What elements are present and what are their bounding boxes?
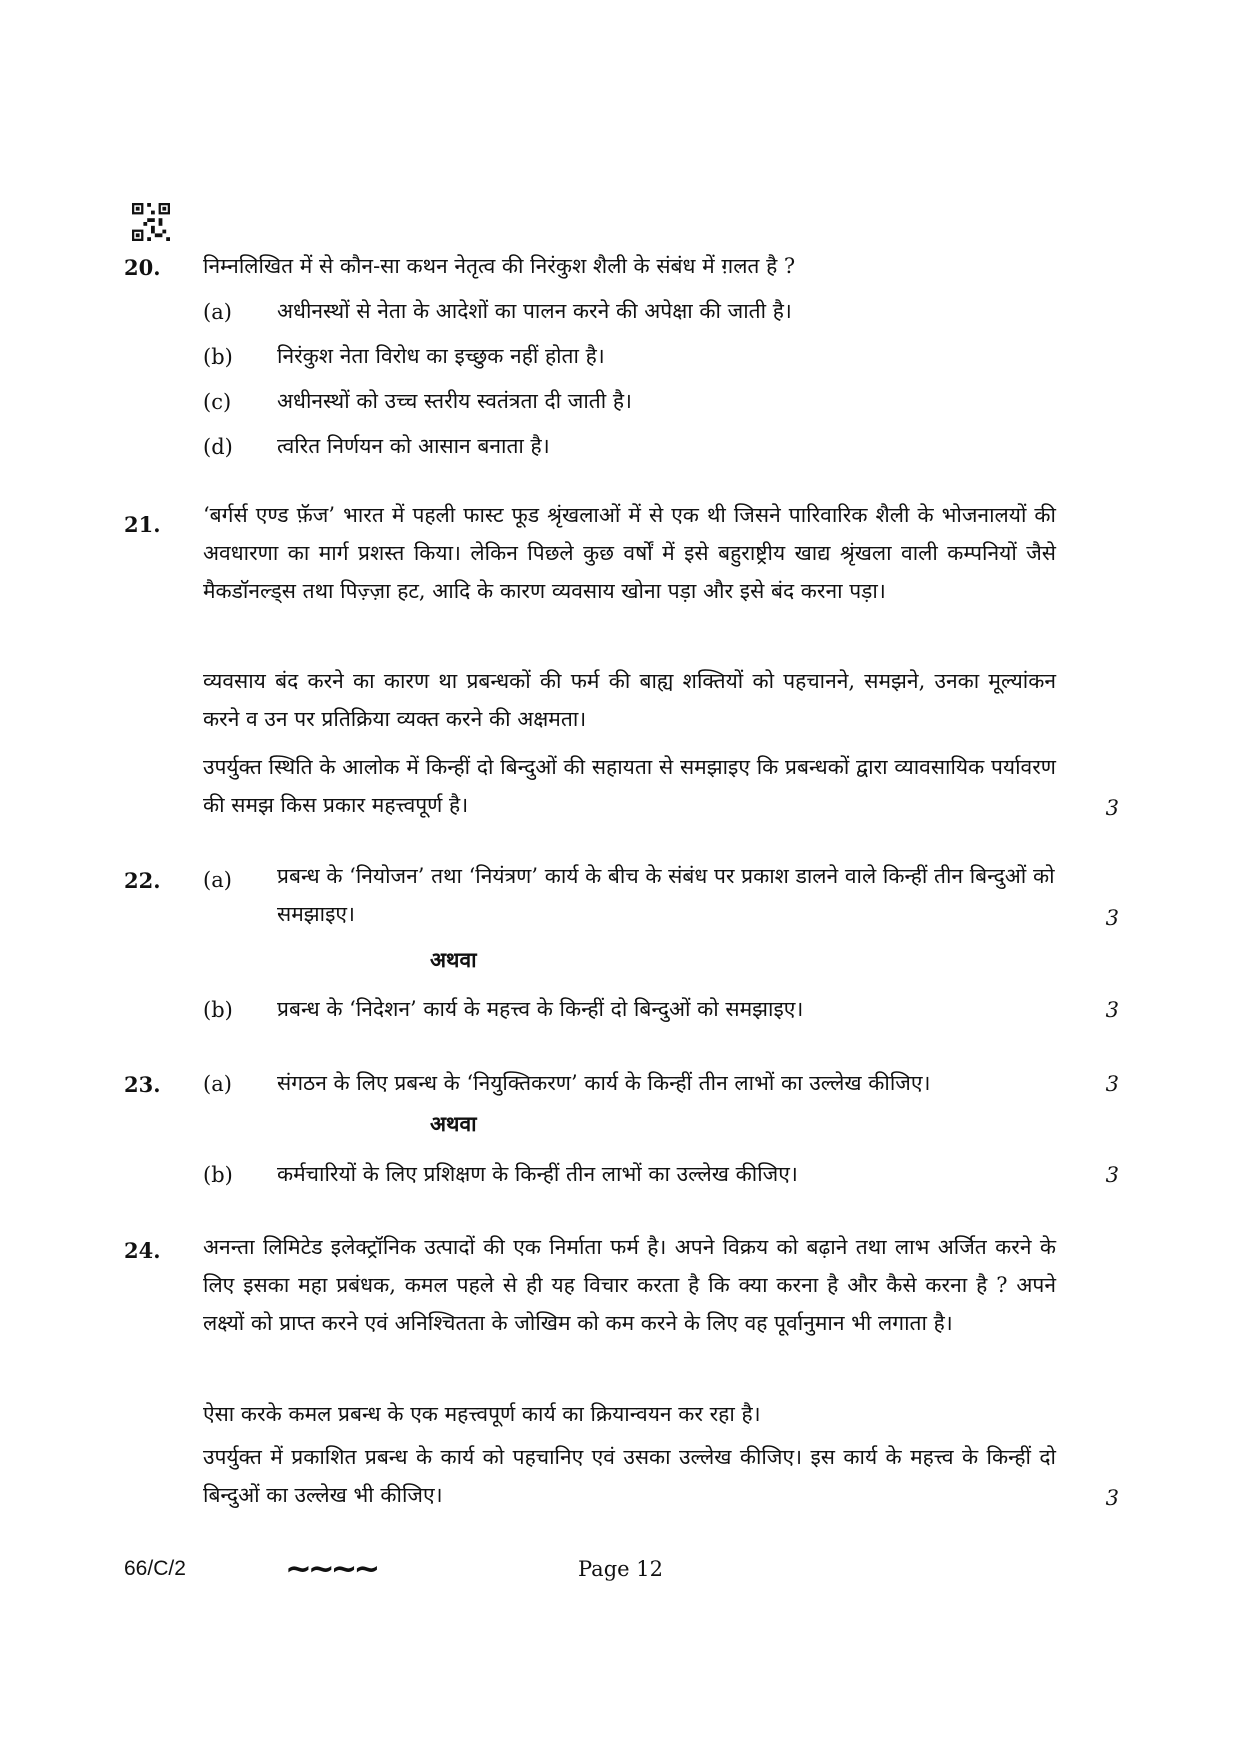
marks: 3 xyxy=(1105,906,1119,930)
option-label: (d) xyxy=(203,435,233,459)
question-number: 24. xyxy=(124,1238,161,1263)
option-label: (a) xyxy=(203,868,232,892)
question-number: 21. xyxy=(124,512,161,537)
option-label: (a) xyxy=(203,1072,232,1096)
option-text: अधीनस्थों को उच्च स्तरीय स्वतंत्रता दी जाती है। xyxy=(277,389,633,413)
question-number: 22. xyxy=(124,868,161,893)
question-paragraph: व्यवसाय बंद करने का कारण था प्रबन्धकों की फर्म की बाह्य शक्तियों को पहचानने, समझने, उनका मूल्यांकन करने व उन पर प्रतिक्रिया व्यक्त करने की अक्षमता। xyxy=(203,669,1056,731)
marks: 3 xyxy=(1105,1072,1119,1096)
marks: 3 xyxy=(1105,1163,1119,1187)
paper-code: 66/C/2 xyxy=(124,1557,186,1580)
or-separator: अथवा xyxy=(430,947,477,972)
marks: 3 xyxy=(1105,998,1119,1022)
marks: 3 xyxy=(1105,1486,1119,1510)
option-label: (b) xyxy=(203,1163,233,1187)
question-paragraph: उपर्युक्त में प्रकाशित प्रबन्ध के कार्य को पहचानिए एवं उसका उल्लेख कीजिए। इस कार्य के महत्त्व के किन्हीं दो बिन्दुओं का उल्लेख भी कीजिए। xyxy=(203,1445,1056,1507)
tilde-ornament: ~~~~ xyxy=(285,1549,377,1587)
option-label: (c) xyxy=(203,390,232,414)
qr-code xyxy=(132,203,170,241)
option-text: कर्मचारियों के लिए प्रशिक्षण के किन्हीं तीन लाभों का उल्लेख कीजिए। xyxy=(277,1162,798,1186)
option-text: प्रबन्ध के ‘नियोजन’ तथा ‘नियंत्रण’ कार्य के बीच के संबंध पर प्रकाश डालने वाले किन्हीं तीन बिन्दुओं को समझाइए। xyxy=(277,864,1055,926)
page-number: Page 12 xyxy=(578,1557,663,1581)
question-text: निम्नलिखित में से कौन-सा कथन नेतृत्व की निरंकुश शैली के संबंध में ग़लत है ? xyxy=(203,254,796,278)
option-label: (b) xyxy=(203,998,233,1022)
question-number: 23. xyxy=(124,1072,161,1097)
marks: 3 xyxy=(1105,796,1119,820)
question-paragraph: उपर्युक्त स्थिति के आलोक में किन्हीं दो बिन्दुओं की सहायता से समझाइए कि प्रबन्धकों द्वारा व्यावसायिक पर्यावरण की समझ किस प्रकार महत्त्वपूर्ण है। xyxy=(203,755,1056,817)
option-text: प्रबन्ध के ‘निदेशन’ कार्य के महत्त्व के किन्हीं दो बिन्दुओं को समझाइए। xyxy=(277,997,804,1021)
question-paragraph: ‘बर्गर्स एण्ड फ़ॅज’ भारत में पहली फास्ट फूड श्रृंखलाओं में से एक थी जिसने पारिवारिक शैली के भोजनालयों की अवधारणा का मार्ग प्रशस्त किया। लेकिन पिछले कुछ वर्षों में इसे बहुराष्ट्रीय खाद्य श्रृंखला वाली कम्पनियों जैसे मैकडॉनल्ड्स तथा पिज़्ज़ा हट, आदि के कारण व्यवसाय खोना पड़ा और इसे बंद करना पड़ा। xyxy=(203,503,1056,603)
option-text: अधीनस्थों से नेता के आदेशों का पालन करने की अपेक्षा की जाती है। xyxy=(277,299,792,323)
option-text: त्वरित निर्णयन को आसान बनाता है। xyxy=(277,434,550,458)
option-label: (b) xyxy=(203,345,233,369)
question-paragraph: अनन्ता लिमिटेड इलेक्ट्रॉनिक उत्पादों की एक निर्माता फर्म है। अपने विक्रय को बढ़ाने तथा लाभ अर्जित करने के लिए इसका महा प्रबंधक, कमल पहले से ही यह विचार करता है कि क्या करना है और कैसे करना है ? अपने लक्ष्यों को प्राप्त करने एवं अनिश्चितता के जोखिम को कम करने के लिए वह पूर्वानुमान भी लगाता है। xyxy=(203,1235,1056,1335)
question-number: 20. xyxy=(124,255,161,280)
option-label: (a) xyxy=(203,300,232,324)
or-separator: अथवा xyxy=(430,1111,477,1136)
question-paragraph: ऐसा करके कमल प्रबन्ध के एक महत्त्वपूर्ण कार्य का क्रियान्वयन कर रहा है। xyxy=(203,1402,761,1426)
option-text: संगठन के लिए प्रबन्ध के ‘नियुक्तिकरण’ कार्य के किन्हीं तीन लाभों का उल्लेख कीजिए। xyxy=(277,1071,931,1095)
option-text: निरंकुश नेता विरोध का इच्छुक नहीं होता है। xyxy=(277,344,605,368)
